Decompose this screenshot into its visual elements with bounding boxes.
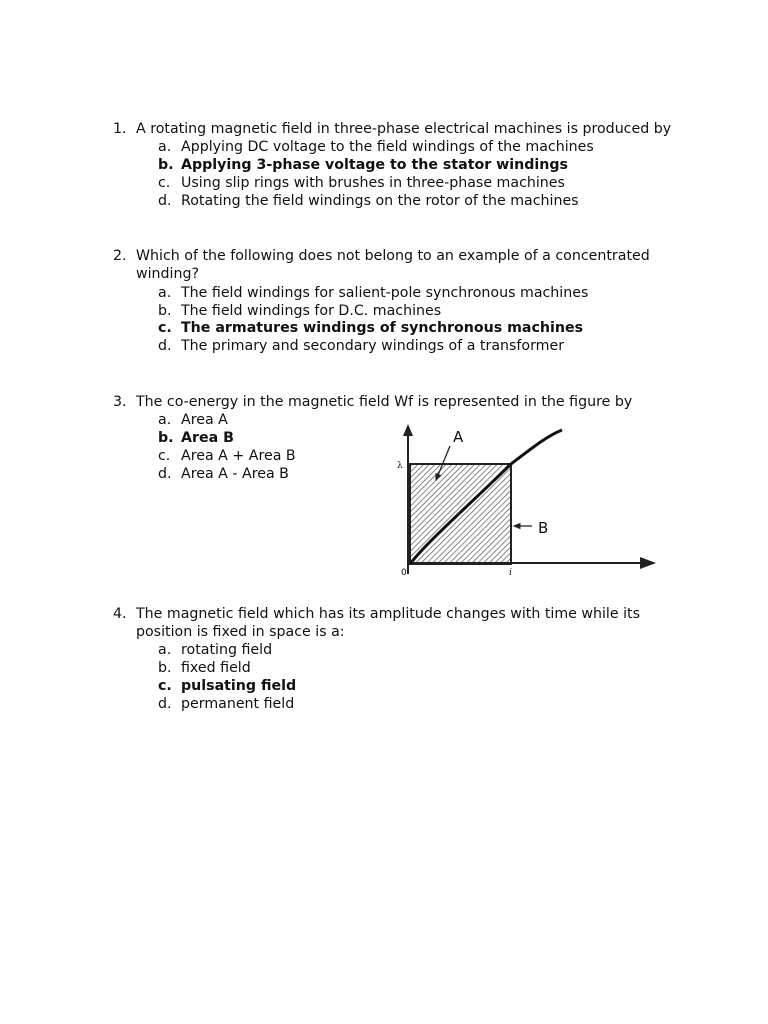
- q1-option-c-text: Using slip rings with brushes in three-phase machines: [181, 175, 565, 191]
- origin-label: 0: [401, 568, 407, 578]
- q2-option-b-letter: b.: [158, 303, 172, 319]
- q3-option-a-letter: a.: [158, 412, 172, 428]
- q4-option-b-letter: b.: [158, 660, 172, 676]
- q1-option-d-letter: d.: [158, 193, 172, 209]
- question-3-text: The co-energy in the magnetic field Wf is represented in the figure by: [136, 394, 633, 410]
- q3-option-c-text: Area A + Area B: [181, 448, 296, 464]
- question-1-text: A rotating magnetic field in three-phase electrical machines is produced by: [136, 121, 672, 137]
- q2-option-c-text: The armatures windings of synchronous machines: [181, 320, 584, 336]
- q2-option-a-text: The field windings for salient-pole synchronous machines: [181, 285, 589, 301]
- q3-option-b-text: Area B: [181, 430, 234, 446]
- q1-option-d-text: Rotating the field windings on the rotor of the machines: [181, 193, 579, 209]
- question-2-number: 2.: [113, 248, 127, 264]
- q4-option-d-text: permanent field: [181, 696, 295, 712]
- q3-option-d-letter: d.: [158, 466, 172, 482]
- q1-option-c-letter: c.: [158, 175, 171, 191]
- label-area-a: A: [453, 428, 464, 446]
- q3-option-c-letter: c.: [158, 448, 171, 464]
- question-4-text-line-2: position is fixed in space is a:: [136, 624, 345, 640]
- q4-option-a-text: rotating field: [181, 642, 273, 658]
- q1-option-a-letter: a.: [158, 139, 172, 155]
- coenergy-figure: [392, 422, 658, 580]
- q3-option-b-letter: b.: [158, 430, 174, 446]
- q2-option-d-letter: d.: [158, 338, 172, 354]
- q3-option-d-text: Area A - Area B: [181, 466, 289, 482]
- q2-option-d-text: The primary and secondary windings of a transformer: [181, 338, 565, 354]
- q3-option-a-text: Area A: [181, 412, 228, 428]
- y-axis-label: λ: [397, 461, 403, 471]
- question-2-text-line-2: winding?: [136, 266, 200, 282]
- question-4-text-line-1: The magnetic field which has its amplitude changes with time while its: [136, 606, 641, 622]
- q2-option-a-letter: a.: [158, 285, 172, 301]
- q2-option-b-text: The field windings for D.C. machines: [181, 303, 442, 319]
- question-1-number: 1.: [113, 121, 127, 137]
- q4-option-c-letter: c.: [158, 678, 172, 694]
- label-area-b: B: [538, 519, 549, 537]
- q4-option-b-text: fixed field: [181, 660, 251, 676]
- q4-option-d-letter: d.: [158, 696, 172, 712]
- q1-option-b-text: Applying 3-phase voltage to the stator windings: [181, 157, 568, 173]
- question-2-text-line-1: Which of the following does not belong to an example of a concentrated: [136, 248, 650, 264]
- x-axis-label: i: [509, 568, 512, 578]
- q1-option-b-letter: b.: [158, 157, 174, 173]
- q4-option-c-text: pulsating field: [181, 678, 297, 694]
- q2-option-c-letter: c.: [158, 320, 172, 336]
- question-4-number: 4.: [113, 606, 127, 622]
- q4-option-a-letter: a.: [158, 642, 172, 658]
- question-3-number: 3.: [113, 394, 127, 410]
- q1-option-a-text: Applying DC voltage to the field windings of the machines: [181, 139, 594, 155]
